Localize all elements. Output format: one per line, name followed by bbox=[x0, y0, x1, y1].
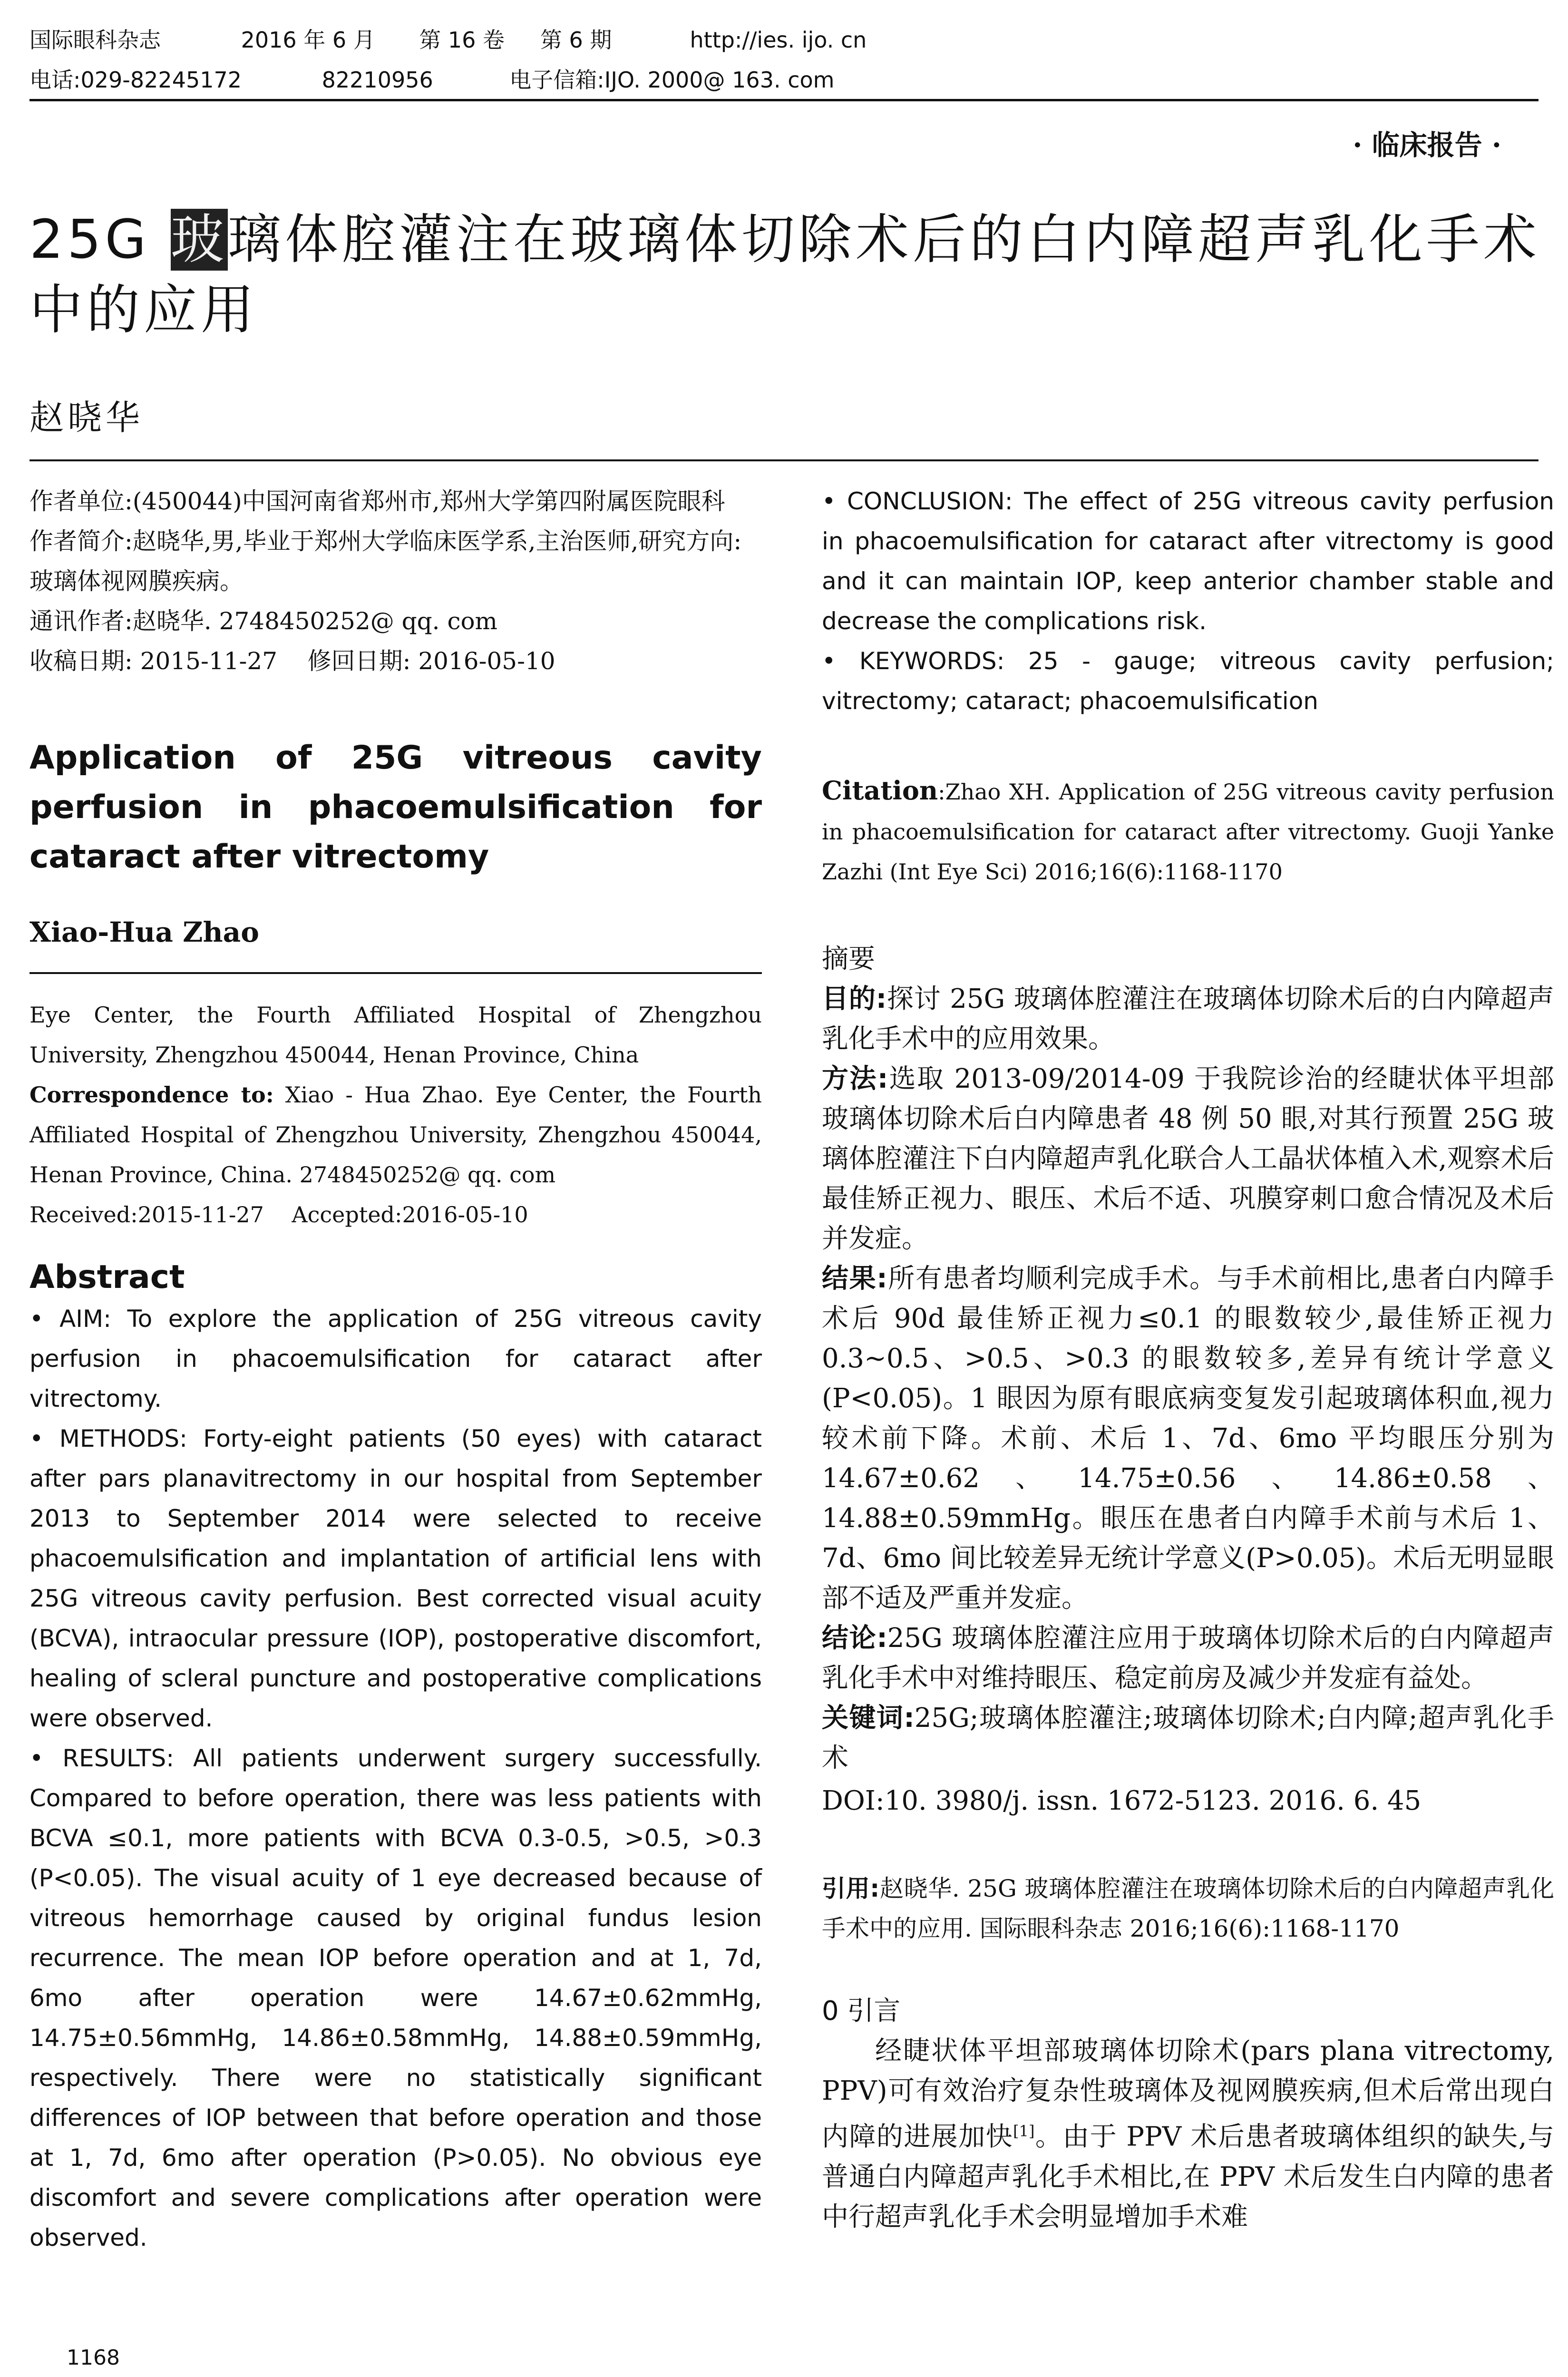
right-column bbox=[822, 481, 1554, 2237]
affiliation-block bbox=[29, 995, 762, 1235]
abstract-aim: • AIM: To explore the application of 25G vitreous cavity perfusion in phacoemulsification for cataract after vitrectomy. bbox=[29, 1305, 762, 1413]
cn-aim-label: 目的: bbox=[822, 984, 887, 1014]
cn-citation bbox=[822, 1869, 1554, 1948]
intro-text: 经睫状体平坦部玻璃体切除术(pars plana vitrectomy, PPV)可有效治疗复杂性玻璃体及视网膜疾病,但术后常出现白内障的进展加快 bbox=[822, 2036, 1554, 2153]
cn-conclusion-text: 25G 玻璃体腔灌注应用于玻璃体切除术后的白内障超声乳化手术中对维持眼压、稳定前房及减少并发症有益处。 bbox=[822, 1623, 1554, 1694]
citation bbox=[822, 770, 1554, 892]
cn-citation-text: 赵晓华. 25G 玻璃体腔灌注在玻璃体切除术后的白内障超声乳化手术中的应用. 国际眼科杂志 2016;16(6):1168-1170 bbox=[822, 1875, 1554, 1942]
cn-aim bbox=[822, 979, 1554, 1059]
cn-keywords-text: 25G;玻璃体腔灌注;玻璃体切除术;白内障;超声乳化手术 bbox=[822, 1703, 1554, 1773]
cn-abstract-heading: 摘要 bbox=[822, 944, 875, 974]
journal-url[interactable]: http://ies. ijo. cn bbox=[690, 27, 867, 53]
cn-keywords-label: 关键词: bbox=[822, 1703, 915, 1734]
title-rule bbox=[29, 459, 1539, 461]
received-accepted: Received:2015-11-27 Accepted:2016-05-10 bbox=[29, 1202, 528, 1227]
cn-results-label: 结果: bbox=[822, 1263, 887, 1294]
author-bio: 作者简介:赵晓华,男,毕业于郑州大学临床医学系,主治医师,研究方向:玻璃体视网膜疾病。 bbox=[29, 527, 742, 595]
intro-paragraph bbox=[822, 2031, 1554, 2237]
affiliation: Eye Center, the Fourth Affiliated Hospital of Zhengzhou University, Zhengzhou 450044, Henan Province, China bbox=[29, 1002, 762, 1068]
header-rule bbox=[29, 99, 1539, 101]
cn-methods bbox=[822, 1059, 1554, 1259]
intro-reference[interactable]: [1] bbox=[1013, 2122, 1035, 2140]
correspondence-text: Xiao - Hua Zhao. Eye Center, the Fourth Affiliated Hospital of Zhengzhou University, Zhengzhou 450044, Henan Province, China. 2748450252@ qq. com bbox=[29, 1082, 762, 1188]
intro-text-continued: 。由于 PPV 术后患者玻璃体组织的缺失,与普通白内障超声乳化手术相比,在 PPV 术后发生白内障的患者中行超声乳化手术会明显增加手术难 bbox=[822, 2121, 1555, 2232]
corresponding-author: 通讯作者:赵晓华. 2748450252@ qq. com bbox=[29, 607, 497, 635]
phone: 电话:029-82245172 bbox=[29, 67, 242, 93]
chinese-abstract bbox=[822, 939, 1554, 1821]
english-author: Xiao-Hua Zhao bbox=[29, 916, 259, 948]
abstract-keywords: • KEYWORDS: 25 - gauge; vitreous cavity perfusion; vitrectomy; cataract; phacoemulsification bbox=[822, 647, 1554, 715]
citation-text: :Zhao XH. Application of 25G vitreous cavity perfusion in phacoemulsification for cataract after vitrectomy. Guoji Yanke Zazhi (Int Eye Sci) 2016;16(6):1168-1170 bbox=[822, 779, 1554, 885]
section-label: · 临床报告 · bbox=[1353, 129, 1501, 161]
author-info-cn bbox=[29, 481, 762, 681]
cn-keywords bbox=[822, 1698, 1554, 1778]
issue-date: 2016 年 6 月 bbox=[241, 27, 375, 53]
intro-heading: 0 引言 bbox=[822, 1996, 901, 2026]
title-highlighted-char[interactable]: 玻 bbox=[170, 209, 228, 271]
author-rule bbox=[29, 972, 762, 974]
introduction bbox=[822, 1991, 1554, 2237]
cn-results bbox=[822, 1259, 1554, 1618]
issue: 第 6 期 bbox=[540, 27, 612, 53]
cn-citation-label: 引用: bbox=[822, 1875, 880, 1902]
page-title bbox=[29, 205, 1551, 345]
abstract-body-continued bbox=[822, 481, 1554, 721]
abstract-body bbox=[29, 1299, 762, 2258]
journal-name: 国际眼科杂志 bbox=[29, 27, 161, 53]
cn-methods-label: 方法: bbox=[822, 1063, 888, 1094]
abstract-methods: • METHODS: Forty-eight patients (50 eyes) with cataract after pars planavitrectomy in our hospital from September 2013 to September 2014 were selected to receive phacoemulsification and implantation of artificial lens with 25G vitreous cavity perfusion. Best corrected visual acuity (BCVA), intraocular pressure (IOP), postoperative discomfort, healing of scleral puncture and postoperative complications were observed. bbox=[29, 1425, 762, 1732]
doi[interactable]: DOI:10. 3980/j. issn. 1672-5123. 2016. 6. 45 bbox=[822, 1785, 1422, 1816]
cn-methods-text: 选取 2013-09/2014-09 于我院诊治的经睫状体平坦部玻璃体切除术后白内障患者 48 例 50 眼,对其行预置 25G 玻璃体腔灌注下白内障超声乳化联合人工晶状体植入术,观察术后最佳矫正视力、眼压、术后不适、巩膜穿刺口愈合情况及术后并发症。 bbox=[822, 1063, 1554, 1254]
cn-aim-text: 探讨 25G 玻璃体腔灌注在玻璃体切除术后的白内障超声乳化手术中的应用效果。 bbox=[822, 984, 1554, 1054]
cn-results-text: 所有患者均顺利完成手术。与手术前相比,患者白内障手术后 90d 最佳矫正视力≤0.1 的眼数较少,最佳矫正视力 0.3~0.5、>0.5、>0.3 的眼数较多,差异有统计学意义(P<0.05)。1 眼因为原有眼底病变复发引起玻璃体积血,视力较术前下降。术前、术后 1、7d、6mo 平均眼压分别为 14.67±0.62、14.75±0.56、14.86±0.58、14.88±0.59mmHg。眼压在患者白内障手术前与术后 1、7d、6mo 间比较差异无统计学意义(P>0.05)。术后无明显眼部不适及严重并发症。 bbox=[822, 1263, 1554, 1614]
journal-email[interactable]: 电子信箱:IJO. 2000@ 163. com bbox=[509, 67, 835, 93]
volume: 第 16 卷 bbox=[419, 27, 505, 53]
phone-2: 82210956 bbox=[321, 67, 433, 93]
abstract-heading: Abstract bbox=[29, 1258, 185, 1296]
correspondence-label: Correspondence to: bbox=[29, 1082, 274, 1108]
cn-conclusion-label: 结论: bbox=[822, 1623, 887, 1654]
title-prefix: 25G bbox=[29, 209, 171, 271]
title-rest: 璃体腔灌注在玻璃体切除术后的白内障超声乳化手术中的应用 bbox=[29, 209, 1540, 341]
received-dates-cn: 收稿日期: 2015-11-27 修回日期: 2016-05-10 bbox=[29, 647, 555, 675]
correspondence bbox=[29, 1075, 762, 1195]
page-number: 1168 bbox=[67, 2346, 120, 2370]
journal-contact bbox=[29, 63, 834, 94]
english-title: Application of 25G vitreous cavity perfusion in phacoemulsification for cataract after vitrectomy bbox=[29, 739, 762, 876]
author-name-cn: 赵晓华 bbox=[29, 398, 144, 438]
abstract-results: • RESULTS: All patients underwent surgery successfully. Compared to before operation, there was less patients with BCVA ≤0.1, more patients with BCVA 0.3-0.5, >0.5, >0.3 (P<0.05). The visual acuity of 1 eye decreased because of vitreous hemorrhage caused by original fundus lesion recurrence. The mean IOP before operation and at 1, 7d, 6mo after operation were 14.67±0.62mmHg, 14.75±0.56mmHg, 14.86±0.58mmHg, 14.88±0.59mmHg, respectively. There were no statistically significant differences of IOP between that before operation and those at 1, 7d, 6mo after operation (P>0.05). No obvious eye discomfort and severe complications after operation were observed. bbox=[29, 1744, 762, 2251]
left-column bbox=[29, 481, 762, 2258]
cn-conclusion bbox=[822, 1618, 1554, 1698]
author-unit: 作者单位:(450044)中国河南省郑州市,郑州大学第四附属医院眼科 bbox=[29, 487, 725, 515]
citation-label: Citation bbox=[822, 775, 938, 806]
abstract-conclusion: • CONCLUSION: The effect of 25G vitreous cavity perfusion in phacoemulsification for cataract after vitrectomy is good and it can maintain IOP, keep anterior chamber stable and decrease the complications risk. bbox=[822, 487, 1554, 635]
journal-header bbox=[29, 23, 867, 54]
